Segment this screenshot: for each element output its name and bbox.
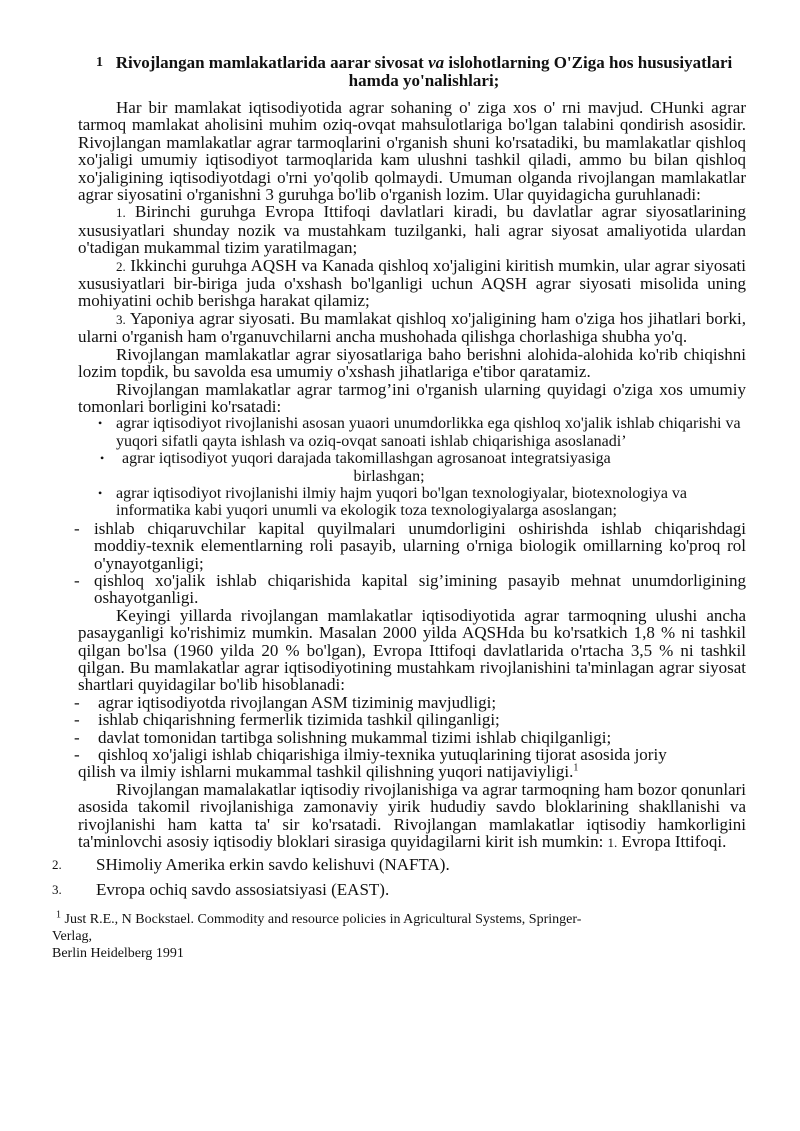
heading-text-a: Rivojlangan mamlakatlarida aarar sivosat — [115, 53, 429, 72]
list-item: - agrar iqtisodiyotda rivojlangan ASM tiziminig mavjudligi; — [74, 692, 497, 712]
document-body — [52, 53, 747, 962]
list-item: 3. Evropa ochiq savdo assosiatsiyasi (EAST). — [52, 880, 390, 900]
footnote-number: 1 — [56, 909, 61, 921]
paragraph-assessment: Rivojlangan mamlakatlar agrar siyosatlariga baho berishni alohida-alohida ko'rib chiqishni lozim topdik, bu savolda esa umumiy o'xshash jihatlariga e'tibor qaratamiz. — [78, 344, 746, 382]
bullet-icon: • — [98, 485, 103, 500]
list-item: • agrar iqtisodiyot rivojlanishi asosan yuaori unumdorlikka ega qishloq xo'jalik ishlab chiqarishi va yuqori sifatli qayta ishlash va oziq-ovqat sanoati ishlab chiqarishiga asoslanadi’ — [98, 415, 741, 450]
list-item-continuation: qilish va ilmiy ishlarni mukammal tashkil qilishning yuqori natijaviyligi.$^1$ — [78, 762, 579, 782]
conditions-dash-list — [74, 692, 746, 782]
heading-text-italic: va — [428, 53, 445, 72]
dash-icon: - — [74, 518, 80, 538]
paragraph-trade-blocs: Rivojlangan mamalakatlar iqtisodiy rivojlanishiga va agrar tarmoqning ham bozor qonunlari asosida takomil rivojlanishiga zamonaviy yirik hududiy savdo bloklarining shakllanishi va rivojlanishi ham katta ta' sir ko'rsatadi. Rivojlangan mamlakatlar iqtisodiy hamkorligini ta'minlovchi asosiy iqtisodiy bloklari sirasiga quyidagilarni kirit ish mumkin: 1. Evropa Ittifoqi. — [78, 779, 746, 852]
group-item-1: 1. Birinchi guruhga Evropa Ittifoqi davlatlari kiradi, bu davlatlar agrar siyosatlarining xususiyatlari shunday nozik va mustahkam tuzilganki, hali agrar siyosat amaliyotida ulardan o'tadigan mukammal tizim yaratilmagan; — [78, 202, 746, 258]
heading-number: 1 — [96, 55, 103, 70]
bullet-icon: • — [98, 416, 103, 431]
list-item: • agrar iqtisodiyot yuqori darajada takomillashgan agrosanoat integratsiyasiga birlashgan; — [100, 450, 611, 485]
list-item: • agrar iqtisodiyot rivojlanishi ilmiy hajm yuqori bo'lgan texnologiyalar, biotexnologiya va informatika kabi yuqori unumli va ekologik toza texnologiyalarga asoslangan; — [98, 484, 688, 520]
dash-icon: - — [74, 727, 80, 747]
dash-icon: - — [74, 710, 80, 730]
section-heading — [78, 54, 746, 90]
list-item: - qishloq xo'jalik ishlab chiqarishida kapital sig’imining pasayib mehnat unumdorligining oshayotganligi. — [74, 570, 746, 608]
dash-icon: - — [74, 570, 80, 590]
list-item: - ishlab chiqarishning fermerlik tizimida tashkil qilinganligi; — [74, 710, 500, 730]
dash-icon: - — [74, 692, 80, 712]
bullet-icon: • — [100, 451, 105, 466]
features-dash-list — [74, 518, 746, 608]
paragraph-statistics: Keyingi yillarda rivojlangan mamlakatlar iqtisodiyotida agrar tarmoqning ulushi ancha pasayganligi ko'rishimiz mumkin. Masalan 2000 yilda AQSHda bu ko'rsatkich 1,8 % ni tashkil qilgan bo'lsa (1960 yilda 20 % bo'lgan), Evropa Ittifoqi davlatlarida o'rtacha 3,5 % ni tashkil qilgan. Bu mamlakatlar agrar iqtisodiyotining mustahkam rivojlanishini ta'minlagan agrar siyosat shartlari quyidagilar bo'lib hisoblanadi: — [78, 605, 746, 695]
list-item: - ishlab chiqaruvchilar kapital quyilmalari unumdorligini oshirishda ishlab chiqarishdagi moddiy-texnik elementlarning roli pasayib, ularning o'rniga biologik omillarning ko'proq rol o'ynayotganligi; — [74, 518, 746, 573]
list-item: - qishloq xo'jaligi ishlab chiqarishiga ilmiy-texnika yutuqlarining tijorat asosida joriy — [74, 745, 667, 765]
group-item-3: 3. Yaponiya agrar siyosati. Bu mamlakat qishloq xo'jaligining ham o'ziga hos jihatlari borki, ularni o'rganish ham o'rganuvchilarni ancha mushohada qilishga chorlashiga shubha yo'q. — [78, 308, 747, 347]
paragraph-features-intro: Rivojlangan mamlakatlar agrar tarmog’ini o'rganish ularning quyidagi o'ziga xos umumiy tomonlari borligini ko'rsatadi: — [78, 379, 746, 416]
paragraph-intro: Har bir mamlakat iqtisodiyotida agrar sohaning o' ziga xos o' rni mavjud. CHunki agrar tarmoq mamlakat aholisini muhim oziq-ovqat mahsulotlariga bo'lgan talabini qondirish asosidir. Rivojlangan mamlakatlar agrar tarmoqlarini o'rganish shuni ko'rsatadiki, bu mamlakatlar qishloq xo'jaligi umumiy iqtisodiyot tarmoqlarida kam ulushni tashkil qiladi, ammo bu bilan qishloq xo'jaligining iqtisodiyotdagi o'rni yo'qolib qolmaydi. Umuman olganda rivojlangan mamlakatlar agrar siyosatini o'rganishni 3 guruhga bo'lib o'rganish lozim. Ular quyidagicha guruhlanadi: — [78, 98, 746, 205]
footnote-ref[interactable]: 1 — [573, 762, 579, 774]
list-item: 2. SHimoliy Amerika erkin savdo kelishuvi (NAFTA). — [52, 855, 450, 875]
heading-text-b: islohotlarning O'Ziga hos hususiyatlari hamda yo'nalishlari; — [348, 53, 733, 90]
list-item: - davlat tomonidan tartibga solishning mukammal tizimi ishlab chiqilganligi; — [74, 727, 612, 747]
group-item-2: 2. Ikkinchi guruhga AQSH va Kanada qishloq xo'jaligini kiritish mumkin, ular agrar siyosati xususiyatlari bir-biriga juda o'xshash bo'lganligi uchun AQSH agrar siyosati misolida uning mohiyatini ochib berishga harakat qilamiz; — [78, 255, 746, 311]
footnote: $^1$ Just R.E., N Bockstael. Commodity and resource policies in Agricultural Systems, Springer- Verlag, Berlin Heidelberg 1991 — [52, 909, 582, 962]
trade-bloc-list — [52, 854, 720, 901]
features-bullet-list — [78, 415, 746, 519]
dash-icon: - — [74, 745, 80, 765]
